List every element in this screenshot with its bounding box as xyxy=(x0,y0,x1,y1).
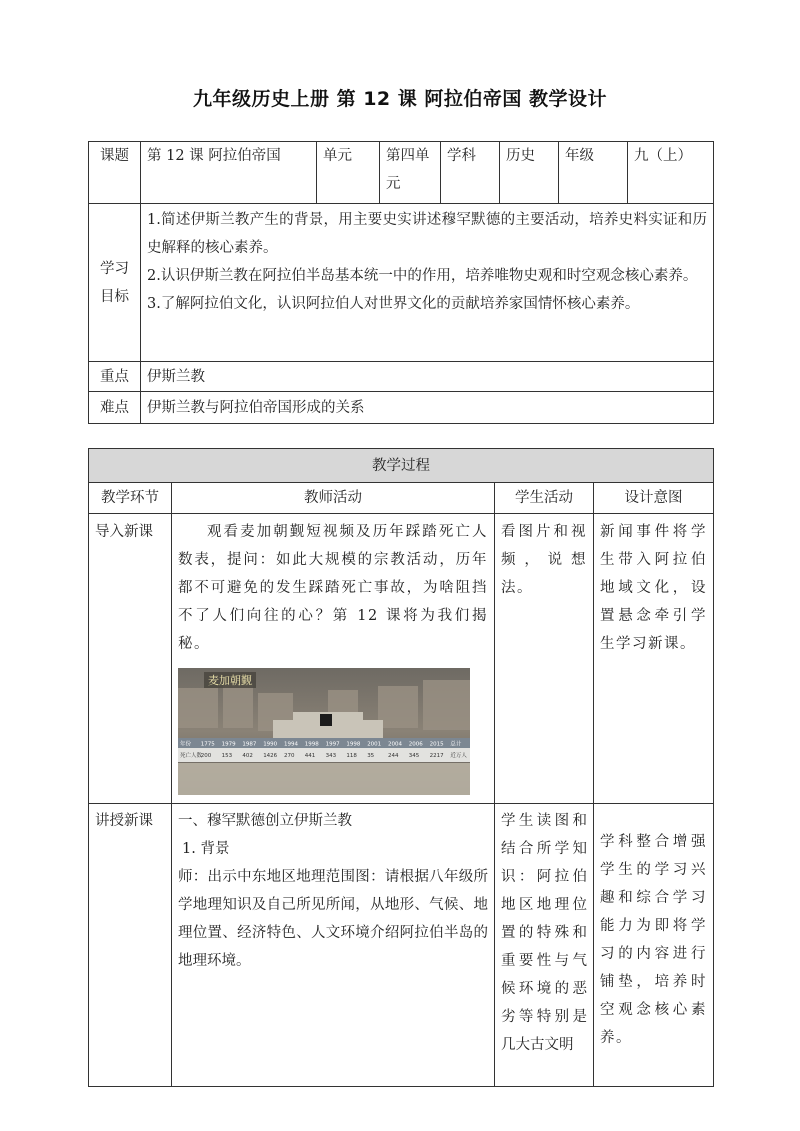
goal-3: 3.了解阿拉伯文化，认识阿拉伯人对世界文化的贡献培养家国情怀核心素养。 xyxy=(147,296,640,312)
label-subject: 学科 xyxy=(441,142,500,204)
table-year: 2004 xyxy=(388,741,402,748)
table-year: 1994 xyxy=(284,741,298,748)
teacher-lecture-text: 师：出示中东地区地理范围图：请根据八年级所学地理知识及自己所见所闻，从地形、气候、地理位置、经济特色、人文环境介绍阿拉伯半岛的地理环境。 xyxy=(178,869,488,969)
unit-value: 第四单元 xyxy=(380,142,441,204)
goals-cell xyxy=(141,204,714,362)
goal-2: 2.认识伊斯兰教在阿拉伯半岛基本统一中的作用，培养唯物史观和时空观念核心素养。 xyxy=(147,268,698,284)
teacher-intro-cell xyxy=(172,514,495,804)
label-key: 重点 xyxy=(89,362,141,392)
section-title: 一、穆罕默德创立伊斯兰教 xyxy=(178,813,352,829)
intent-intro: 新闻事件将学生带入阿拉伯地域文化，设置悬念牵引学生学习新课。 xyxy=(594,514,714,804)
goal-1: 1.简述伊斯兰教产生的背景，用主要史实讲述穆罕默德的主要活动，培养史料实证和历史解释的核心素养。 xyxy=(147,212,707,256)
label-difficulty: 难点 xyxy=(89,392,141,424)
table-death-count: 402 xyxy=(242,753,253,759)
table-death-label: 死亡人数 xyxy=(180,753,203,759)
table-year: 1775 xyxy=(200,741,215,748)
label-grade: 年级 xyxy=(559,142,628,204)
col-intent: 设计意图 xyxy=(594,483,714,514)
table-death-count: 270 xyxy=(284,753,295,759)
col-student: 学生活动 xyxy=(495,483,594,514)
table-year: 2006 xyxy=(408,741,423,748)
key-value: 伊斯兰教 xyxy=(141,362,714,392)
label-goals: 学习目标 xyxy=(89,204,141,362)
table-year-label: 年份 xyxy=(180,741,192,748)
photo-caption: 麦加朝觐 xyxy=(208,674,252,687)
table-death-count: 2217 xyxy=(429,753,444,759)
table-death-count: 244 xyxy=(388,753,399,759)
label-topic: 课题 xyxy=(89,142,141,204)
table-death-count: 441 xyxy=(304,753,316,759)
teacher-intro-text: 观看麦加朝觐短视频及历年踩踏死亡人数表，提问：如此大规模的宗教活动，历年都不可避免的发生踩踏死亡事故，为啥阻挡不了人们向往的心？第 12 课将为我们揭秘。 xyxy=(178,524,488,652)
table-death-count: 153 xyxy=(221,753,233,759)
table-death-count: 345 xyxy=(408,753,420,759)
table-year: 2001 xyxy=(367,741,382,748)
crowd xyxy=(178,763,470,795)
student-lecture: 学生读图和结合所学知识：阿拉伯地区地理位置的特殊和重要性与气候环境的恶劣等特别是几大古文明 xyxy=(495,804,594,1087)
table-year: 1987 xyxy=(242,741,257,748)
label-unit: 单元 xyxy=(317,142,380,204)
table-death-count: 近万人 xyxy=(450,753,467,759)
table-year: 1998 xyxy=(346,741,361,748)
subject-value: 历史 xyxy=(500,142,559,204)
table-year: 2015 xyxy=(429,741,444,748)
table-year: 1990 xyxy=(263,741,278,748)
table-death-count: 118 xyxy=(346,753,357,759)
col-stage: 教学环节 xyxy=(89,483,172,514)
table-death-count: 1426 xyxy=(263,753,278,759)
table-year: 总计 xyxy=(450,741,462,748)
process-header: 教学过程 xyxy=(89,449,714,483)
grade-value: 九（上） xyxy=(628,142,714,204)
mecca-photo xyxy=(178,668,470,795)
kaaba xyxy=(320,714,332,726)
stage-lecture: 讲授新课 xyxy=(89,804,172,1087)
table-death-count: 343 xyxy=(325,753,337,759)
table-year: 1998 xyxy=(304,741,319,748)
student-intro: 看图片和视频，说想法。 xyxy=(495,514,594,804)
table-death-count: 35 xyxy=(367,753,375,759)
teaching-process-table xyxy=(88,448,714,1087)
topic-value: 第 12 课 阿拉伯帝国 xyxy=(141,142,317,204)
stage-intro: 导入新课 xyxy=(89,514,172,804)
table-death-count: 200 xyxy=(200,753,212,759)
table-year: 1979 xyxy=(221,741,236,748)
subsection-title: 1. 背景 xyxy=(182,841,230,857)
lesson-info-table xyxy=(88,141,714,424)
intent-lecture: 学科整合增强学生的学习兴趣和综合学习能力为即将学习的内容进行铺垫，培养时空观念核心素养。 xyxy=(594,804,714,1087)
table-year: 1997 xyxy=(325,741,340,748)
document-title: 九年级历史上册 第 12 课 阿拉伯帝国 教学设计 xyxy=(192,88,607,110)
difficulty-value: 伊斯兰教与阿拉伯帝国形成的关系 xyxy=(141,392,714,424)
col-teacher: 教师活动 xyxy=(172,483,495,514)
teacher-lecture-cell xyxy=(172,804,495,1087)
